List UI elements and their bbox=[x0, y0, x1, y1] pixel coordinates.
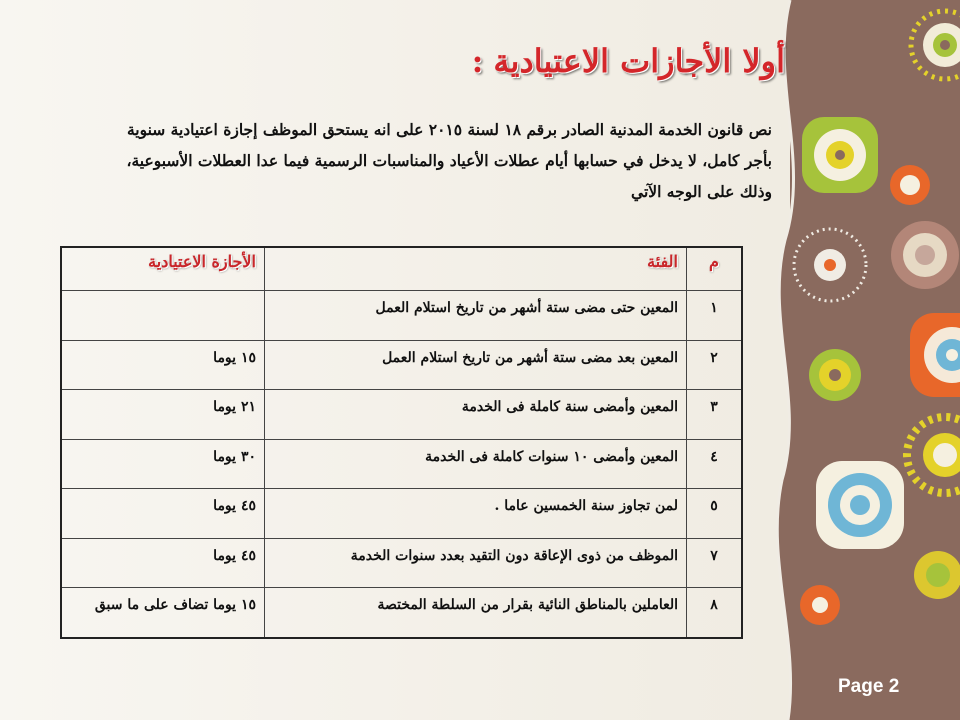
row-num: ٥ bbox=[687, 489, 743, 539]
page-number-label: Page 2 bbox=[838, 676, 900, 697]
row-category: الموظف من ذوى الإعاقة دون التقيد بعدد سنوات الخدمة bbox=[265, 538, 687, 588]
table-row bbox=[61, 588, 742, 638]
row-category: المعين بعد مضى ستة أشهر من تاريخ استلام العمل bbox=[265, 340, 687, 390]
table-row bbox=[61, 390, 742, 440]
slide-title-text: أولا الأجازات الاعتيادية bbox=[493, 42, 785, 80]
table-row bbox=[61, 439, 742, 489]
row-leave: ٣٠ يوما bbox=[61, 439, 265, 489]
slide-title-colon: : bbox=[471, 42, 484, 80]
row-num: ٣ bbox=[687, 390, 743, 440]
header-category: الفئة bbox=[265, 247, 687, 291]
row-leave: ١٥ يوما bbox=[61, 340, 265, 390]
row-num: ١ bbox=[687, 291, 743, 341]
row-num: ٧ bbox=[687, 538, 743, 588]
intro-line-3: وذلك على الوجه الآتي bbox=[631, 182, 772, 201]
table-row bbox=[61, 291, 742, 341]
row-category: العاملين بالمناطق النائية بقرار من السلطة المختصة bbox=[265, 588, 687, 638]
table-row bbox=[61, 489, 742, 539]
slide-title bbox=[472, 42, 785, 80]
row-leave bbox=[61, 291, 265, 341]
row-leave: ٤٥ يوما bbox=[61, 538, 265, 588]
table-header-row bbox=[61, 247, 742, 291]
row-category: المعين وأمضى ١٠ سنوات كاملة فى الخدمة bbox=[265, 439, 687, 489]
leave-table bbox=[60, 246, 743, 639]
row-category: لمن تجاوز سنة الخمسين عاما . bbox=[265, 489, 687, 539]
row-leave: ٤٥ يوما bbox=[61, 489, 265, 539]
row-category: المعين حتى مضى ستة أشهر من تاريخ استلام العمل bbox=[265, 291, 687, 341]
row-num: ٨ bbox=[687, 588, 743, 638]
header-num: م bbox=[687, 247, 743, 291]
intro-paragraph bbox=[37, 114, 772, 207]
row-num: ٤ bbox=[687, 439, 743, 489]
row-leave: ١٥ يوما تضاف على ما سبق bbox=[61, 588, 265, 638]
row-category: المعين وأمضى سنة كاملة فى الخدمة bbox=[265, 390, 687, 440]
table-row bbox=[61, 538, 742, 588]
intro-line-2: بأجر كامل، لا يدخل في حسابها أيام عطلات الأعياد والمناسبات الرسمية فيما عدا العطلات الأسبوعية، bbox=[126, 151, 772, 170]
header-leave: الأجازة الاعتيادية bbox=[61, 247, 265, 291]
intro-line-1: نص قانون الخدمة المدنية الصادر برقم ١٨ لسنة ٢٠١٥ على انه يستحق الموظف إجازة اعتيادية سنوية bbox=[126, 120, 772, 139]
decorative-flowers-graphic bbox=[760, 0, 960, 720]
row-leave: ٢١ يوما bbox=[61, 390, 265, 440]
table-row bbox=[61, 340, 742, 390]
row-num: ٢ bbox=[687, 340, 743, 390]
